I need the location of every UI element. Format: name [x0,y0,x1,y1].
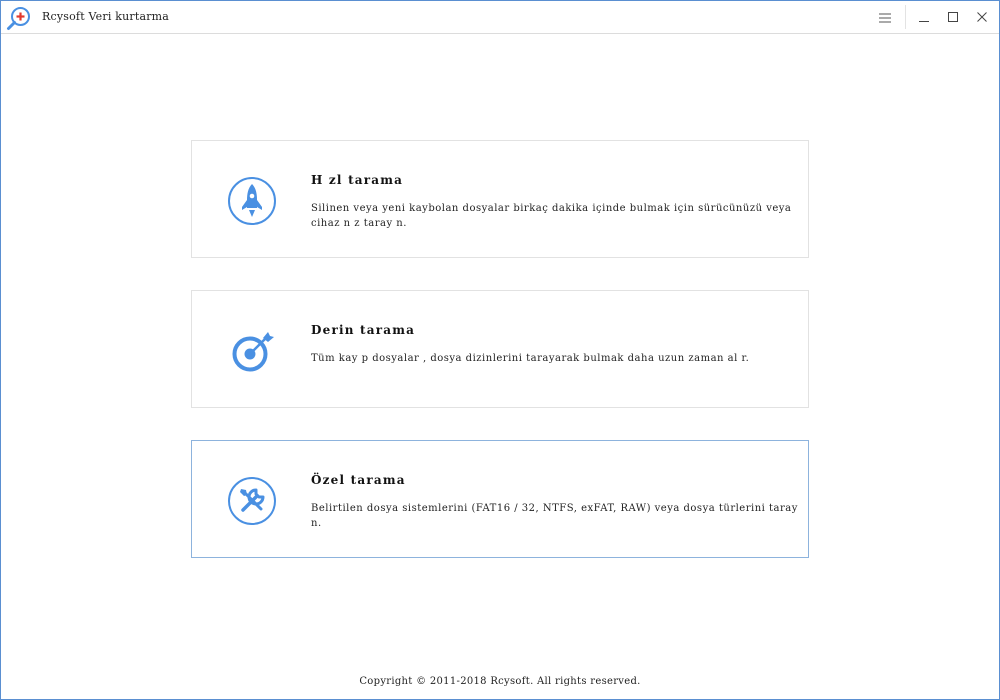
card-description: Belirtilen dosya sistemlerini (FAT16 / 32, NTFS, exFAT, RAW) veya dosya türlerini taray n. [311,503,798,529]
menu-button[interactable] [869,1,901,33]
tools-icon [227,476,277,526]
magnifier-logo-icon [6,5,32,31]
custom-scan-card[interactable] [191,440,809,558]
quick-scan-card[interactable] [191,140,809,258]
minimize-icon [918,8,930,27]
titlebar-divider [905,5,906,29]
minimize-button[interactable] [908,1,940,33]
window-title: Rcysoft Veri kurtarma [42,10,170,23]
title-bar [1,1,999,34]
hamburger-menu-icon [879,8,891,27]
card-description: Tüm kay p dosyalar , dosya dizinlerini tarayarak bulmak daha uzun zaman al r. [311,353,750,364]
maximize-icon [947,8,959,27]
close-icon [976,8,988,27]
card-title: Derin tarama [311,323,416,337]
card-description: Silinen veya yeni kaybolan dosyalar birkaç dakika içinde bulmak için sürücünüzü veya cihaz n z taray n. [311,203,792,229]
card-title: H zl tarama [311,173,404,187]
copyright-text: Copyright © 2011-2018 Rcysoft. All rights reserved. [359,676,641,687]
maximize-button[interactable] [937,1,969,33]
deep-scan-card[interactable] [191,290,809,408]
card-title: Özel tarama [311,473,406,487]
close-button[interactable] [966,1,998,33]
target-dart-icon [227,326,277,376]
rocket-icon [227,176,277,226]
